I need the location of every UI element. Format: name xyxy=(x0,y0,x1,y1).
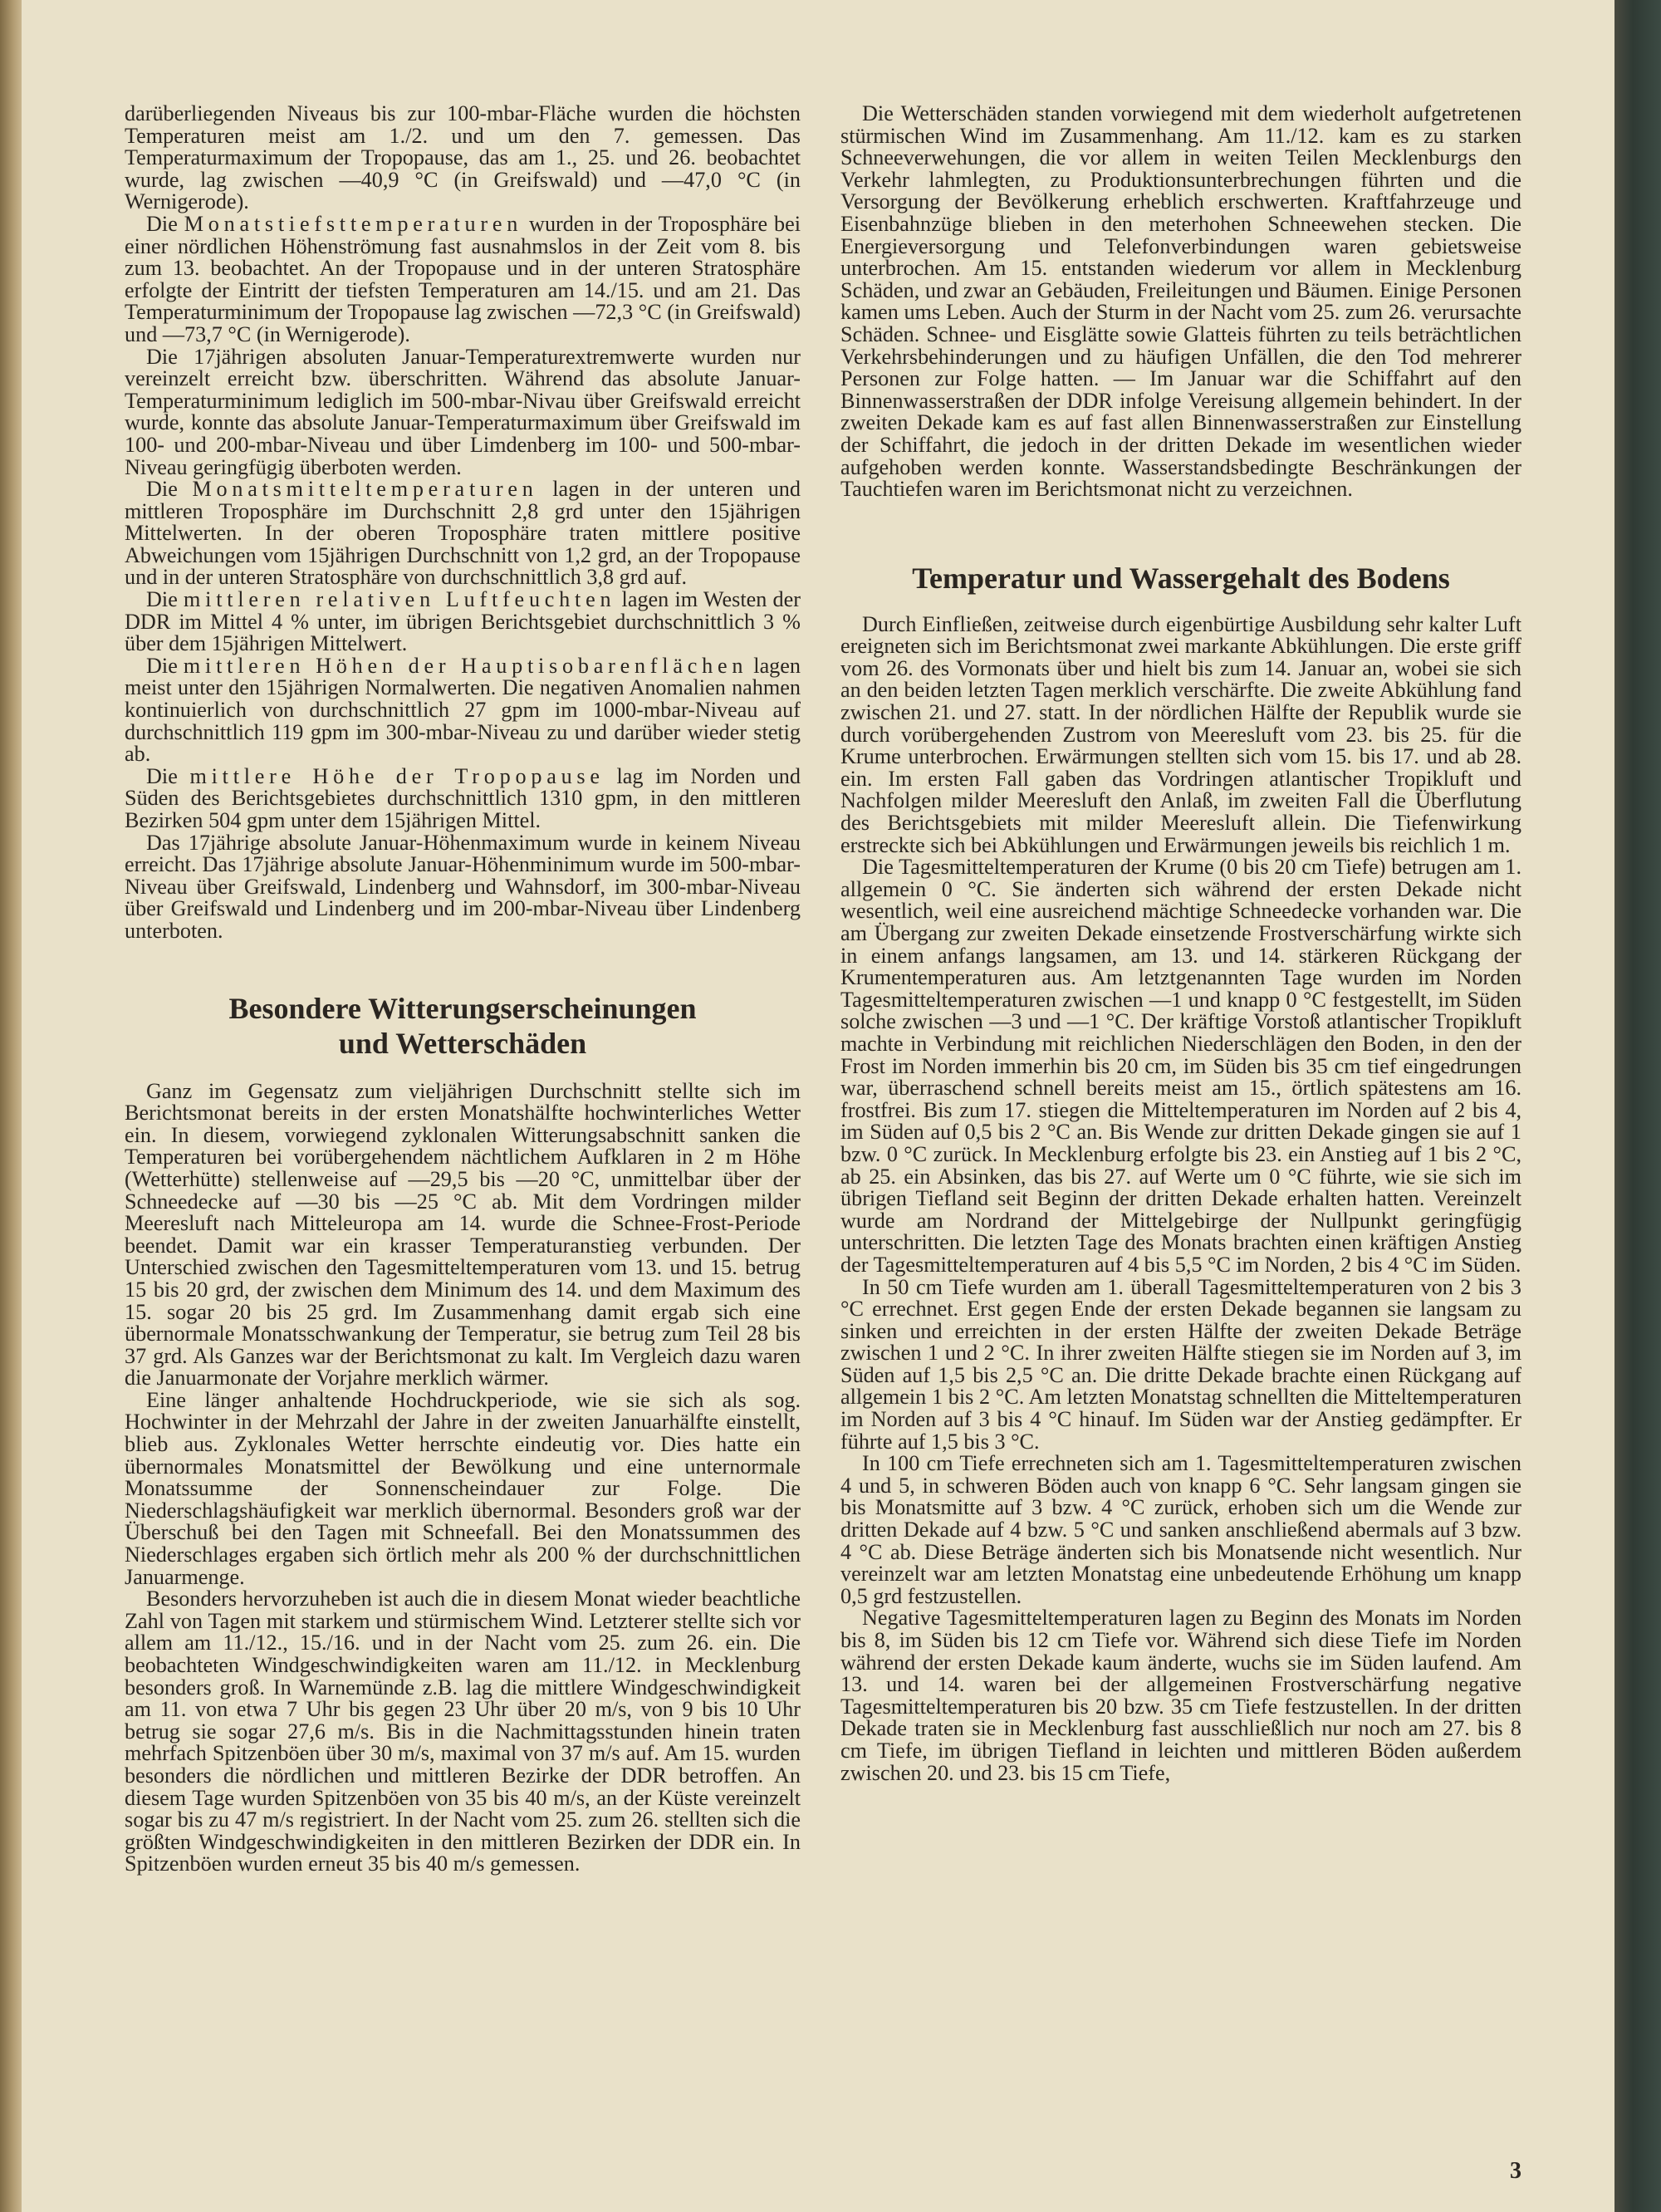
paragraph: Die mittlere Höhe der Tropopause lag im Norden und Süden des Berichtsgebietes durchschnittlich 1310 gpm, in den mittleren Bezirken 504 gpm unter dem 15jährigen Mittel. xyxy=(125,763,801,832)
paragraph: Ganz im Gegensatz zum vieljährigen Durchschnitt stellte sich im Berichtsmonat bereits in der ersten Monatshälfte hochwinterliches Wetter ein. In diesem, vorwiegend zyklonalen Witterungsabschnitt sanken die Temperaturen bei vorübergehendem nächtlichem Aufklaren in 2 m Höhe (Wetterhütte) stellenweise auf —29,5 bis —20 °C, unmittelbar über der Schneedecke auf —30 bis —25 °C ab. Mit dem Vordringen milder Meeresluft nach Mitteleuropa am 14. wurde die Schnee-Frost-Periode beendet. Damit war ein krasser Temperaturanstieg verbunden. Der Unterschied zwischen den Tagesmitteltemperaturen vom 13. und 15. betrug 15 bis 20 grd, der zwischen dem Minimum des 14. und dem Maximum des 15. sogar 20 bis 25 grd. Im Zusammenhang damit ergab sich eine übernormale Monatsschwankung der Temperatur, sie betrug zum Teil 28 bis 37 grd. Als Ganzes war der Berichtsmonat zu kalt. Im Vergleich dazu waren die Januarmonate der Vorjahre merklich wärmer. xyxy=(125,1078,801,1390)
paragraph: Die mittleren Höhen der Hauptisobarenflächen lagen meist unter den 15jährigen Normalwerten. Die negativen Anomalien nahmen kontinuierlich von durchschnittlich 27 gpm im 1000-mbar-Niveau auf durchschnittlich 119 gpm im 300-mbar-Niveau zu und darüber wieder stetig ab. xyxy=(125,653,801,767)
paragraph: Die Monatstiefsttemperaturen wurden in der Troposphäre bei einer nördlichen Höhenströmung fast ausnahmslos in der Zeit vom 8. bis zum 13. beobachtet. An der Tropopause und in der unteren Stratosphäre erfolgte der Eintritt der tiefsten Temperaturen am 14./15. und am 21. Das Temperaturminimum der Tropopause lag zwischen —72,3 °C (in Greifswald) und —73,7 °C (in Wernigerode). xyxy=(125,211,801,346)
paragraph: Die Tagesmitteltemperaturen der Krume (0 bis 20 cm Tiefe) betrugen am 1. allgemein 0 °C. Sie änderten sich während der ersten Dekade nicht wesentlich, weil eine ausreichend mächtige Schneedecke vorhanden war. Die am Übergang zur zweiten Dekade einsetzende Frostverschärfung wirkte sich in einem anfangs langsamen, am 13. und 14. stärkeren Rückgang der Krumentemperaturen aus. Am letztgenannten Tage wurden im Norden Tagesmitteltemperaturen zwischen —1 und knapp 0 °C festgestellt, im Süden solche zwischen —3 und —1 °C. Der kräftige Vorstoß atlantischer Tropikluft machte in Verbindung mit reichlichen Niederschlägen den Boden, in den der Frost im Norden immerhin bis 20 cm, im Süden bis 35 cm tief eingedrungen war, überraschend schnell bereits meist am 15., örtlich spätestens am 16. frostfrei. Bis zum 17. stiegen die Mitteltemperaturen im Norden auf 2 bis 4, im Süden auf 0,5 bis 2 °C an. Bis Wende zur dritten Dekade gingen sie auf 1 bzw. 0 °C zurück. In Mecklenburg erfolgte bis 23. ein Anstieg auf 1 bis 2 °C, ab 25. ein Absinken, das bis 27. auf Werte um 0 °C führte, wie sie sich im übrigen Tiefland seit Beginn der dritten Dekade erhalten hatten. Vereinzelt wurde am Nordrand der Mittelgebirge der Nullpunkt geringfügig unterschritten. Die letzten Tage des Monats brachten einen kräftigen Anstieg der Tagesmitteltemperaturen auf 4 bis 5,5 °C im Norden, 2 bis 4 °C im Süden. xyxy=(840,855,1521,1277)
paragraph: Das 17jährige absolute Januar-Höhenmaximum wurde in keinem Niveau erreicht. Das 17jährige absolute Januar-Höhenminimum wurde im 500-mbar-Niveau über Greifswald, Lindenberg und Wahnsdorf, im 300-mbar-Niveau über Greifswald und Lindenberg und im 200-mbar-Niveau über Lindenberg unterboten. xyxy=(125,830,801,943)
page-number: 3 xyxy=(1510,2158,1521,2184)
paragraph: Die mittleren relativen Luftfeuchten lagen im Westen der DDR im Mittel 4 % unter, im übrigen Berichtsgebiet durchschnittlich 3 % über dem 15jährigen Mittelwert. xyxy=(125,587,801,656)
right-column xyxy=(840,103,1521,1784)
paragraph: Die Monatsmitteltemperaturen lagen in der unteren und mittleren Troposphäre im Durchschnitt 2,8 grd unter den 15jährigen Mittelwerten. In der oberen Troposphäre traten mittlere positive Abweichungen vom 15jährigen Durchschnitt von 1,2 grd, an der Tropopause und in der unteren Stratosphäre von durchschnittlich 3,8 grd auf. xyxy=(125,477,801,590)
paragraph: Negative Tagesmitteltemperaturen lagen zu Beginn des Monats im Norden bis 8, im Süden bis 12 cm Tiefe vor. Während sich diese Tiefe im Norden während der ersten Dekade kaum änderte, wuchs sie im Süden laufend. Am 13. und 14. waren bei der allgemeinen Frostverschärfung negative Tagesmitteltemperaturen bis 20 bzw. 35 cm Tiefe festzustellen. In der dritten Dekade traten sie in Mecklenburg fast ausschließlich nur noch am 27. bis 8 cm Tiefe, im übrigen Tiefland in leichten und mittleren Böden außerdem zwischen 20. und 23. bis 15 cm Tiefe, xyxy=(840,1606,1521,1785)
book-binding-right xyxy=(1614,0,1661,2212)
paragraph: darüberliegenden Niveaus bis zur 100-mbar-Fläche wurden die höchsten Temperaturen meist am 1./2. und um den 7. gemessen. Das Temperaturmaximum der Tropopause, das am 1., 25. und 26. beobachtet wurde, lag zwischen —40,9 °C (in Greifswald) und —47,0 °C (in Wernigerode). xyxy=(125,101,801,214)
paragraph: Eine länger anhaltende Hochdruckperiode, wie sie sich als sog. Hochwinter in der Mehrzahl der Jahre in der zweiten Januarhälfte einstellt, blieb aus. Zyklonales Wetter herrschte eindeutig vor. Dies hatte ein übernormales Monatsmittel der Bewölkung und eine unternormale Monatssumme der Sonnenscheindauer zur Folge. Die Niederschlagshäufigkeit war merklich übernormal. Besonders groß war der Überschuß bei den Tagen mit Schneefall. Bei den Monatssummen des Niederschlages ergaben sich örtlich mehr als 200 % der durchschnittlichen Januarmenge. xyxy=(125,1387,801,1589)
paragraph: In 100 cm Tiefe errechneten sich am 1. Tagesmitteltemperaturen zwischen 4 und 5, in schweren Böden auch von knapp 6 °C. Sehr langsam gingen sie bis Monatsmitte auf 3 bzw. 4 °C zurück, erhoben sich um die Wende zur dritten Dekade auf 4 bzw. 5 °C und sanken anschließend abermals auf 3 bzw. 4 °C ab. Diese Beträge änderten sich bis Monatsende nicht wesentlich. Nur vereinzelt war am letzten Monatstag eine unbedeutende Erhöhung um knapp 0,5 grd festzustellen. xyxy=(840,1451,1521,1608)
paragraph: In 50 cm Tiefe wurden am 1. überall Tagesmitteltemperaturen von 2 bis 3 °C errechnet. Erst gegen Ende der ersten Dekade begannen sie langsam zu sinken und erreichten in der ersten Hälfte der zweiten Dekade Beträge zwischen 1 und 2 °C. In ihrer zweiten Hälfte stiegen sie im Norden auf 3, im Süden auf 1,5 bis 2,5 °C an. Die dritte Dekade brachte einen Rückgang auf allgemein 1 bis 2 °C. Am letzten Monatstag schnellten die Mitteltemperaturen im Norden auf 3 bis 4 °C hinauf. Im Süden war der Anstieg gedämpfter. Er führte auf 1,5 bis 3 °C. xyxy=(840,1274,1521,1454)
section-heading-soil: Temperatur und Wassergehalt des Bodens xyxy=(912,561,1450,595)
left-column xyxy=(125,103,801,1876)
paragraph: Besonders hervorzuheben ist auch die in diesem Monat wieder beachtliche Zahl von Tagen mit starkem und stürmischem Wind. Letzterer stellte sich vor allem am 11./12., 15./16. und in der Nacht vom 25. zum 26. ein. Die beobachteten Windgeschwindigkeiten waren am 11./12. in Mecklenburg besonders groß. In Warnemünde z.B. lag die mittlere Windgeschwindigkeit am 11. von etwa 7 Uhr bis gegen 23 Uhr über 20 m/s, von 9 bis 10 Uhr betrug sie sogar 27,6 m/s. Bis in die Nachmittagsstunden hinein traten mehrfach Spitzenböen über 30 m/s, maximal von 37 m/s auf. Am 15. wurden besonders die nördlichen und mittleren Bezirke der DDR betroffen. An diesem Tage wurden Spitzenböen von 35 bis 40 m/s, an der Küste vereinzelt sogar bis zu 47 m/s registriert. In der Nacht vom 25. zum 26. stellten sich die größten Windgeschwindigkeiten in den mittleren Bezirken der DDR ein. In Spitzenböen wurden erneut 35 bis 40 m/s gemessen. xyxy=(125,1587,801,1876)
book-binding-left xyxy=(0,0,22,2212)
paragraph: Die Wetterschäden standen vorwiegend mit dem wiederholt aufgetretenen stürmischen Wind im Zusammenhang. Am 11./12. kam es zu starken Schneeverwehungen, die vor allem in weiten Teilen Mecklenburgs den Verkehr lahmlegten, zu Produktionsunterbrechungen führten und die Versorgung der Bevölkerung erheblich erschwerten. Kraftfahrzeuge und Eisenbahnzüge blieben in den meterhohen Schneewehen stecken. Die Energieversorgung und Telefonverbindungen waren gebietsweise unterbrochen. Am 15. entstanden wiederum vor allem in Mecklenburg Schäden, und zwar an Gebäuden, Freileitungen und Bäumen. Einige Personen kamen ums Leben. Auch der Sturm in der Nacht vom 25. zum 26. verursachte Schäden. Schnee- und Eisglätte sowie Glatteis führten zu teils beträchtlichen Verkehrsbehinderungen und zu häufigen Unfällen, die den Tod mehrerer Personen zur Folge hatten. — Im Januar war die Schiffahrt auf den Binnenwasserstraßen der DDR infolge Vereisung allgemein behindert. In der zweiten Dekade kam es auf fast allen Binnenwasserstraßen zur Einstellung der Schiffahrt, die jedoch in der dritten Dekade im wesentlichen wieder aufgehoben werden konnte. Wasserstandsbedingte Beschränkungen der Tauchtiefen waren im Berichtsmonat nicht zu verzeichnen. xyxy=(840,101,1521,502)
paragraph: Durch Einfließen, zeitweise durch eigenbürtige Ausbildung sehr kalter Luft ereigneten sich im Berichtsmonat zwei markante Abkühlungen. Die erste griff vom 26. des Vormonats über und hielt bis zum 14. Januar an, wobei sie sich an den beiden letzten Tagen merklich verschärfte. Die zweite Abkühlung fand zwischen 21. und 27. statt. In der nördlichen Hälfte der Republik wurde sie durch vorübergehenden Zustrom von Meeresluft vom 23. bis 25. für die Krume unterbrochen. Erwärmungen stellten sich vom 15. bis 17. und ab 28. ein. Im ersten Fall gaben das Vordringen atlantischer Tropikluft und Nachfolgen milder Meeresluft den Anlaß, im zweiten Fall die Überflutung des Berichtsgebiets mit milder Meeresluft allein. Die Tiefenwirkung erstreckte sich bei Abkühlungen und Erwärmungen jeweils bis reichlich 1 m. xyxy=(840,611,1521,857)
paragraph: Die 17jährigen absoluten Januar-Temperaturextremwerte wurden nur vereinzelt erreicht bzw. überschritten. Während das absolute Januar-Temperaturminimum lediglich im 500-mbar-Nivau über Greifswald erreicht wurde, konnte das absolute Januar-Temperaturmaximum über Greifswald im 100- und 200-mbar-Niveau und über Limdenberg im 100- und 500-mbar-Niveau geringfügig überboten werden. xyxy=(125,344,801,479)
section-heading-weather: Besondere Witterungserscheinungen und Wetterschäden xyxy=(228,991,697,1060)
